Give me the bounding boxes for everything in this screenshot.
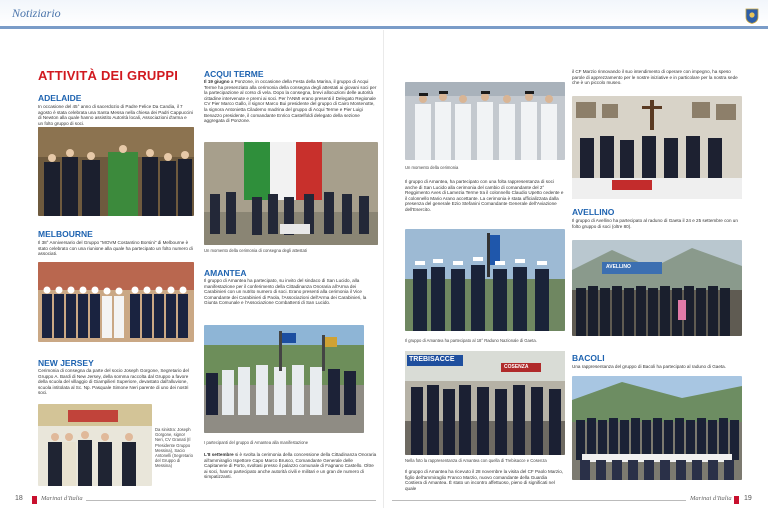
photo-avellino [572,240,742,336]
photo-trebisacce-cosenza [405,351,565,455]
acqui-body: a Ponzone, in occasione della Festa della Marina, il gruppo di Acqui Terme ha presenziato alla cerimonia della consegna degli attestati ai giovani soci per la partecipazione al corso di vela. Dopo la consegna, brevi allocuzioni delle autorità cittadine intervenute e premi ai soci. Per l'ANMI erano presenti il Delegato Regionale CV Pier Marco Gallo, il signor Marco Bui presidente del gruppo di Cairo Montenotte, la signora Antonietta Cilademo madrina del gruppo di Acqui Terme e Pier Luigi Benazzo presidente, il comandante Enrico Castelfoldi delegato della sezione aggregata di Ponzone. [204,79,377,124]
page-title: ATTIVITÀ DEI GRUPPI [38,68,179,83]
text-amantea-cambio-comandante: Il gruppo di Amantea, ha partecipato con una folta rappresentanza di soci anche di San Lucido alla cerimonia del cambio di comandante del 2° Reggimento Aves di Lamezia Terme tra il colonnello Claudio Upetto cedente e il colonnello Mario Arano accettante. La cerimonia è stata ufficializzata dalla presenza del generale Ezio Stefanini Comandante Generale dell'Aviazione dell'Esercito. [405,179,564,212]
text-new-jersey: Cerimonia di consegna da parte del socio Joseph Gorgone, Segretario del Gruppo A. Bardi di New Jersey, della somma raccolta dal Gruppo a favore della scuola del villaggio di Giampilieri Superiore, devastato dall'alluvione, scuola intitolata al Sc. Np. Pasquale Simone Neri parente di uno dei nostri soci. [38,368,189,396]
footer-brand-left: Marinai d'Italia [41,495,86,502]
text-right-top: il CF Marzio rinnovando il suo intendimento di operare con impegno, ha speso parole di apprezzamento per le nostre iniziative e in particolare per la nostra sede che è un piccolo museo. [572,69,738,86]
acqui-lead: Il 19 giugno [204,79,230,84]
photo-amantea [204,325,364,433]
text-adelaide: In occasione del 45° anno di sacerdozio di Padre Felice Da Candia, il 7 agosto è stata celebrata una Santa Messa nella chiesa dei Padri Cappuccini di Newton alla quale hanno assistito Autorità locali, Associazioni d'arma e un folto gruppo di soci. [38,104,194,126]
page-number-right: 19 [744,495,752,502]
heading-acqui-terme: ACQUI TERME [204,69,264,79]
page-gutter [383,30,384,508]
footer-brand-right: Marinai d'Italia [690,495,732,502]
navy-crest-icon [745,8,759,24]
page-number-left: 18 [15,495,23,502]
heading-avellino: AVELLINO [572,207,615,217]
heading-melbourne: MELBOURNE [38,229,93,239]
footer-rule-right [392,500,686,501]
amantea-body2: si è svolta la cerimonia della concessione della Cittadinanza Onoraria all'ammiraglio Ispettore Capo Marco Brusco, Comandante Generale delle Capitanerie di Porto, svoltasi presso il palazzo comunale di Fagnano Castello. Oltre ai soci, hanno partecipato anche autorità civili e militari e un gran de numero di simpatizzanti. [204,452,377,480]
text-acqui-terme [204,79,377,124]
banner-cosenza: COSENZA [504,364,529,370]
text-amantea-visita: Il gruppo di Amantea ha ricevuto il 28 novembre la visita del CF Paolo Marzio, figlio dell'ammiraglio Franco Marzio, nuovo comandante della Guardia Costiera di Amantea. È stato un incontro affettuoso, pieno di significati nel quale [405,469,564,491]
heading-adelaide: ADELAIDE [38,93,82,103]
caption-trebisacce: Nella foto la rappresentanza di Amantea con quella di Trebisacce e Cosenza [405,458,547,463]
caption-new-jersey: Da sinistra: Joseph Gorgone, signor Neri, CV Granati (Il Presidente Gruppo Messina), Sacio Antonelli (Segretario del Gruppo di Messina) [155,427,193,469]
photo-museum-sede [572,96,742,199]
header-rule [0,26,768,29]
footer-mark-right [734,496,739,504]
heading-bacoli: BACOLI [572,353,605,363]
caption-ceremony: Un momento della cerimonia [405,165,459,170]
heading-amantea: AMANTEA [204,268,247,278]
section-label: Notiziario [12,6,61,20]
photo-new-jersey [38,404,152,486]
photo-acqui-terme [204,142,378,245]
photo-adelaide [38,127,194,216]
photo-ceremony-marzio [405,82,565,160]
caption-acqui-terme: Un momento della cerimonia di consegna degli attestati [204,248,307,253]
photo-amantea-raduno [405,229,565,331]
text-amantea-cittadinanza [204,452,377,480]
text-melbourne: Il 38° Anniversario del Gruppo "MOVM Costantino Borsini" di Melbourne è stato celebrato con una riunione alla quale ha partecipato un folto numero di associati. [38,240,193,257]
heading-new-jersey: NEW JERSEY [38,358,94,368]
text-avellino: Il gruppo di Avellino ha partecipato al raduno di Gaeta il 24 e 25 settembre con un folto gruppo di soci (oltre 80). [572,218,738,229]
text-bacoli: Una rappresentanza del gruppo di Bacoli ha partecipato al raduno di Gaeta. [572,364,726,369]
photo-bacoli [572,376,742,480]
photo-melbourne [38,262,194,342]
banner-avellino: AVELLINO [606,264,631,270]
caption-amantea-raduno: Il gruppo di Amantea ha partecipato al 18° Raduno Nazionale di Gaeta. [405,338,537,343]
footer-rule-left [46,500,376,501]
page-header-strip [0,0,768,26]
text-amantea: Il gruppo di Amantea ha partecipato, su invito del sindaco di San Lucido, alla manifestazione per il conferimento della Cittadinanza Onoraria all'Arma dei Carabinieri con un nutrito numero di soci. Erano presenti alla cerimonia il Vice Comandante dei Carabinieri di Paola, l'Associazioni dell'Arma dei Carabinieri, la Giunta Comunale e l'Associazione Combattenti di San Lucido. [204,278,367,306]
caption-amantea-manifestazione: I partecipanti del gruppo di Amantea alla manifestazione [204,440,309,445]
amantea-lead: L'8 settembre [204,452,234,457]
banner-trebisacce: TREBISACCE [409,356,455,363]
footer-mark-left [32,496,37,504]
